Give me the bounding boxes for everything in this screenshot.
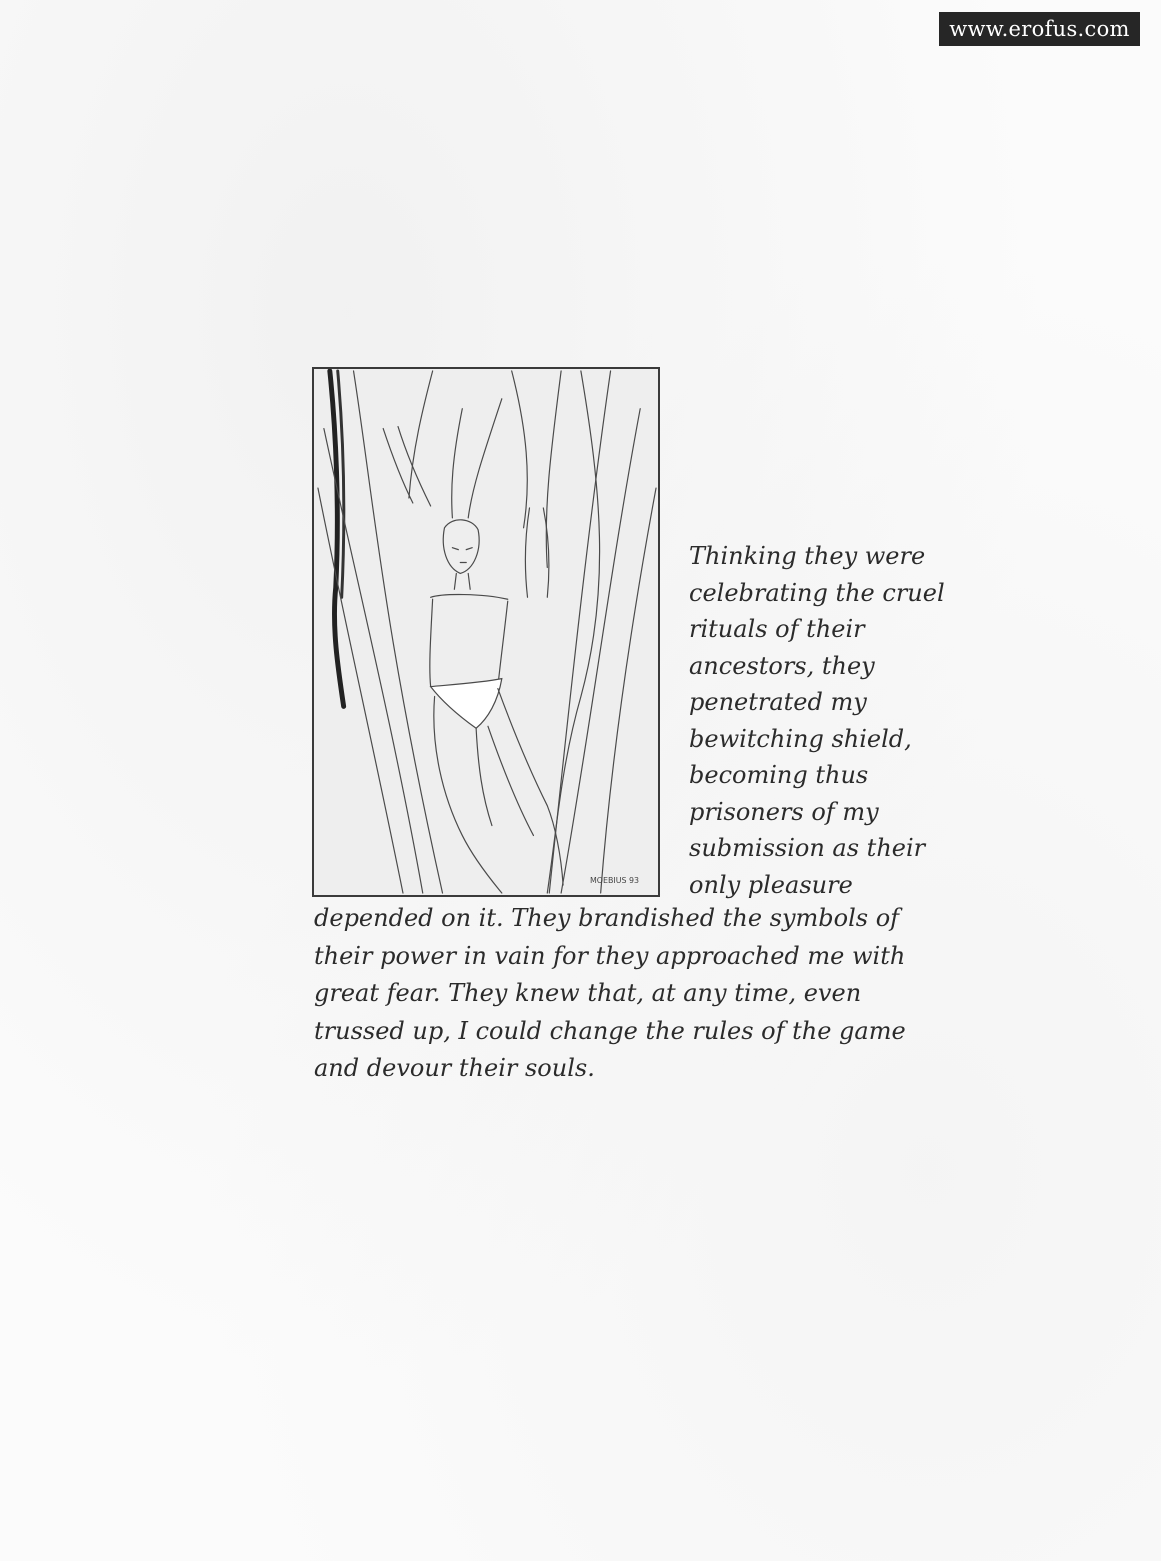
site-watermark: www.erofus.com (939, 12, 1140, 46)
prose-side-column: Thinking they were celebrating the cruel rituals of their ancestors, they penetrated my bewitching shield, becoming thus prisoners of my submission as their only pleasure (689, 542, 945, 899)
prose-continuation: depended on it. They brandished the symbols of their power in vain for they approached me with great fear. They knew that, at any time, even trussed up, I could change the rules of the game and devour their souls. (314, 904, 906, 1082)
artist-signature (314, 369, 658, 895)
illustration-panel (312, 367, 660, 897)
svg-text:MOEBIUS 93: MOEBIUS 93 (589, 876, 640, 886)
